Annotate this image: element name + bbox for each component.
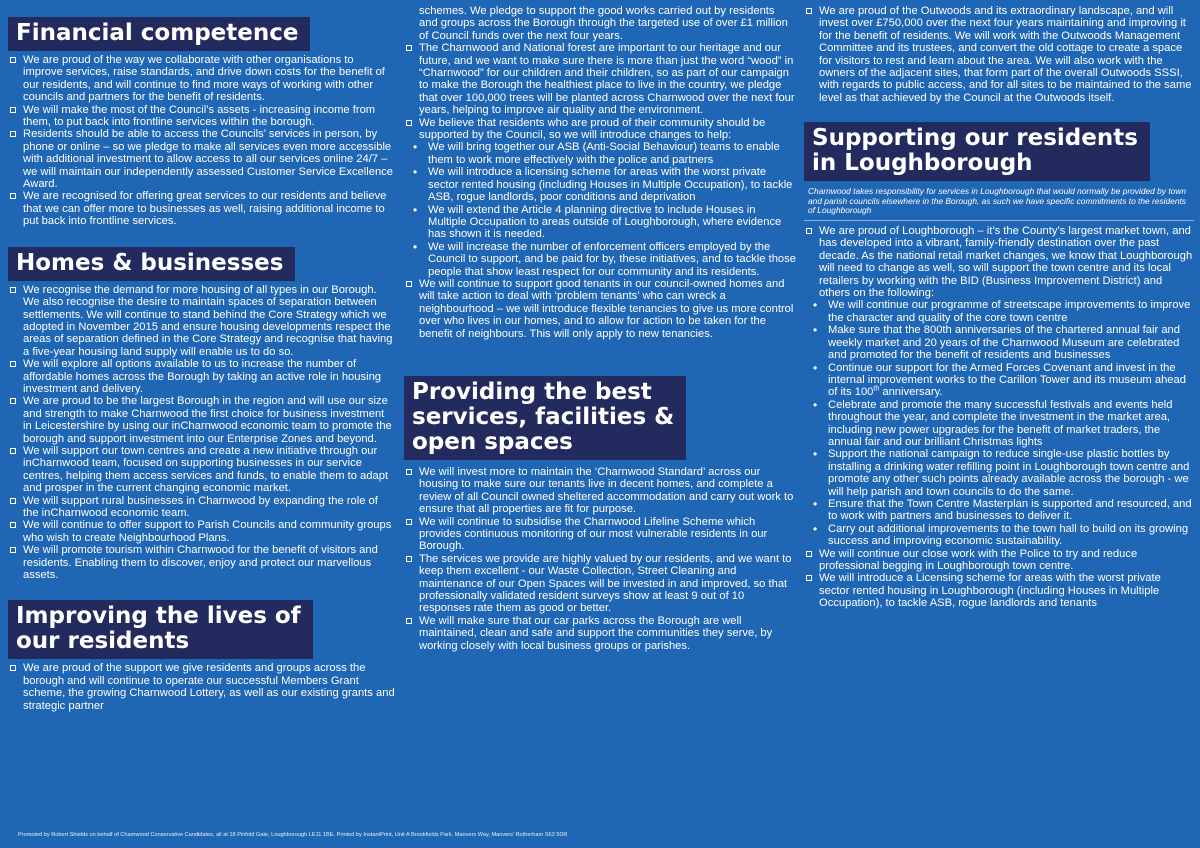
- sub-list-item: • Make sure that the 800th anniversaries of the chartered annual fair and weekly market and 20 years of the Charnwood Museum are celebrated and promoted for the benefit of residents and businesses: [804, 324, 1194, 361]
- list-item: We will make the most of the Council’s assets - increasing income from them, to put back into frontline services within the borough.: [8, 104, 396, 129]
- list-item: We will support rural businesses in Charnwood by expanding the role of the inCharnwood economic team.: [8, 495, 396, 520]
- sub-list-item: • We will continue our programme of streetscape improvements to improve the character and quality of the core town centre: [804, 299, 1194, 324]
- sub-list-item: [804, 362, 1194, 399]
- homes-list: [8, 284, 396, 582]
- list-item: We will introduce a Licensing scheme for areas with the worst private sector rented housing in Loughborough (including Houses in Multiple Occupation), to tackle ASB, rogue landlords and tenants: [804, 572, 1194, 609]
- providing-list: [404, 466, 796, 652]
- heading-line: open spaces: [412, 428, 573, 455]
- section-financial: [8, 17, 396, 228]
- list-item: Residents should be able to access the Councils’ services in person, by phone or online – so we pledge to make all services even more accessible with additional investment to allow access to all our services online 24/7 – we will maintain our independently assessed Customer Service Excellence Award.: [8, 128, 396, 190]
- middle-list: [404, 42, 796, 141]
- financial-list: [8, 54, 396, 228]
- list-item: We believe that residents who are proud of their community should be supported by the Council, so we will introduce changes to help:: [404, 117, 796, 142]
- outwoods-list: [804, 5, 1194, 104]
- heading-line: Supporting our residents: [812, 125, 1138, 152]
- section-providing: [404, 376, 796, 652]
- list-item: We recognise the demand for more housing of all types in our Borough. We also recognise the desire to maintain spaces of separation between settlements. We will continue to stand behind the Core Strategy which we adopted in November 2015 and ensure housing developments respect the areas of separation defined in the Core Strategy and recognise that having a five-year housing land supply will enable us to do so.: [8, 284, 396, 358]
- heading-line: services, facilities &: [412, 403, 675, 430]
- sub-list-item: • Celebrate and promote the many successful festivals and events held throughout the year, and complete the investment in the market area, including new power upgrades for the benefit of market traders, the annual fair and our brilliant Christmas lights: [804, 399, 1194, 449]
- list-item: We will continue our close work with the Police to try and reduce professional begging in Loughborough town centre.: [804, 548, 1194, 573]
- list-item: We will continue to offer support to Parish Councils and community groups who wish to create Neighbourhood Plans.: [8, 519, 396, 544]
- continued-text: schemes. We pledge to support the good works carried out by residents and groups across the Borough through the targeted use of over £1 million of Council funds over the next four years.: [419, 5, 788, 42]
- heading-financial: Financial competence: [8, 17, 310, 51]
- middle-list-after: [404, 278, 796, 340]
- list-item: We will continue to subsidise the Charnwood Lifeline Scheme which provides continuous monitoring of our most vulnerable residents in our Borough.: [404, 516, 796, 553]
- list-item: We will invest more to maintain the ‘Charnwood Standard’ across our housing to make sure our tenants live in decent homes, and complete a review of all Council owned sheltered accommodation and carry out work to ensure that all properties are fit for purpose.: [404, 466, 796, 516]
- list-item: We will promote tourism within Charnwood for the benefit of visitors and residents. Enabling them to discover, enjoy and protect our marvellous assets.: [8, 544, 396, 581]
- list-item: We will support our town centres and create a new initiative through our inCharnwood team, focused on supporting businesses in our service centres, helping them access services and funds, to enable them to adapt and prosper in the current changing economic market.: [8, 445, 396, 495]
- heading-homes: Homes & businesses: [8, 247, 295, 281]
- heading-improving: [8, 600, 313, 659]
- sub-list-item: • We will introduce a licensing scheme for areas with the worst private sector rented housing (including Houses in Multiple Occupation), to tackle ASB, rogue landlords, poor conditions and deprivation: [404, 166, 796, 203]
- heading-providing: [404, 376, 686, 460]
- heading-line: in Loughborough: [812, 150, 1033, 177]
- sub-list-item: • Support the national campaign to reduce single-use plastic bottles by installing a drinking water refilling point in Loughborough town centre and promote any other such points already available across the borough - we will help parish and town councils to do the same.: [804, 448, 1194, 498]
- middle-sublist: [404, 141, 796, 277]
- list-item: The Charnwood and National forest are important to our heritage and our future, and we want to make sure there is more than just the word “wood” in “Charnwood” for our children and their children, so as part of our campaign to make the Borough the healthiest place to live in the country, we pledge that over 100,000 trees will be planted across Charnwood over the next four years, helping to improve air quality and the environment.: [404, 42, 796, 116]
- section-continued: [404, 5, 796, 340]
- list-item: We will make sure that our car parks across the Borough are well maintained, clean and safe and support the communities they serve, by working closely with local business groups or parishes.: [404, 615, 796, 652]
- sub-list-item: • We will bring together our ASB (Anti-Social Behaviour) teams to enable them to work more effectively with the police and partners: [404, 141, 796, 166]
- supporting-sublist: [804, 299, 1194, 547]
- heading-line: Improving the lives of: [16, 603, 301, 630]
- sub-list-text: anniversary.: [879, 386, 943, 399]
- improving-list: [8, 662, 396, 712]
- sub-list-item: • We will increase the number of enforcement officers employed by the Council to support, and be paid for by, these initiatives, and to tackle those people that show least respect for our community and its residents.: [404, 241, 796, 278]
- heading-supporting: [804, 122, 1150, 181]
- list-item: We are proud of the way we collaborate with other organisations to improve services, raise standards, and drive down costs for the benefit of our residents, and will continue to find more ways of working with other councils and partners for the benefit of residents.: [8, 54, 396, 104]
- list-item: We are proud of the Outwoods and its extraordinary landscape, and will invest over £750,000 over the next four years maintaining and improving it for the benefit of residents. We will work with the Outwoods Management Committee and its trustees, and convert the old cottage to create a space for visitors to rest and learn about the area. We will also work with the owners of the adjacent sites, that form part of the overall Outwoods SSSI, with regards to public access, and for all sites to be maintained to the same level as that achieved by the Council at the Outwoods itself.: [804, 5, 1194, 104]
- column-right: [804, 0, 1194, 610]
- superscript: th: [873, 385, 880, 393]
- list-item: We are recognised for offering great services to our residents and believe that we can offer more to businesses as well, raising additional income to put back into frontline services.: [8, 190, 396, 227]
- section-outwoods: [804, 5, 1194, 104]
- list-item: The services we provide are highly valued by our residents, and we want to keep them excellent - our Waste Collection, Street Cleaning and maintenance of our Open Spaces will be invested in and improved, so that professionally validated resident surveys show at least 9 out of 10 responses rate them as good or better.: [404, 553, 796, 615]
- list-item: We are proud of the support we give residents and groups across the borough and will continue to operate our successful Members Grant scheme, the growing Charnwood Lottery, as well as our existing grants and strategic partner: [8, 662, 396, 712]
- list-item: We are proud of Loughborough – it’s the County’s largest market town, and has developed into a vibrant, family-friendly destination over the past decade. As the national retail market changes, we know that Loughborough will need to change as well, so will support the town centre and its local retailers by working with the BID (Business Improvement District) and others on the following:: [804, 225, 1194, 299]
- supporting-intro: Charnwood takes responsibility for services in Loughborough that would normally be provided by town and parish councils elsewhere in the Borough, as such we have specific commitments to the residents of Loughborough: [808, 186, 1187, 216]
- imprint-footer: Promoted by Robert Shields on behalf of Charnwood Conservative Candidates, all at 18 Pinfold Gate, Loughborough LE11 1BE. Printed by InstantPrint, Unit A Brookfields Park, Manvers Way, Manvers' Rotherham S63 5DR: [18, 832, 568, 838]
- section-homes: [8, 247, 396, 582]
- heading-line: our residents: [16, 628, 190, 655]
- heading-line: Providing the best: [412, 378, 652, 405]
- list-item: We will explore all options available to us to increase the number of affordable homes across the Borough by taking an active role in housing investment and delivery.: [8, 358, 396, 395]
- section-improving: [8, 600, 396, 712]
- divider: [804, 220, 1194, 221]
- sub-list-item: • Ensure that the Town Centre Masterplan is supported and resourced, and to work with partners and businesses to deliver it.: [804, 498, 1194, 523]
- list-item: We are proud to be the largest Borough in the region and will use our size and strength to make Charnwood the first choice for business investment in Leicestershire by using our inCharnwood economic team to promote the borough and support investment into our Enterprise Zones and beyond.: [8, 395, 396, 445]
- column-middle: [404, 0, 796, 652]
- supporting-list: [804, 225, 1194, 299]
- supporting-list-after: [804, 548, 1194, 610]
- sub-list-text: Continue our support for the Armed Forces Covenant and invest in the internal improvement works to the Carillon Tower and its museum ahead of its 100: [828, 361, 1186, 399]
- sub-list-item: • We will extend the Article 4 planning directive to include Houses in Multiple Occupation to areas outside of Loughborough, where evidence has shown it is needed.: [404, 204, 796, 241]
- sub-list-item: • Carry out additional improvements to the town hall to build on its growing success and improving economic sustainability.: [804, 523, 1194, 548]
- list-item: We will continue to support good tenants in our council-owned homes and will take action to deal with ‘problem tenants’ who can wreck a neighbourhood – we will introduce flexible tenancies to give us more control over who lives in our homes, and to allow for action to be taken for the benefit of neighbours. This will only apply to new tenancies.: [404, 278, 796, 340]
- column-left: [8, 0, 396, 712]
- section-supporting: [804, 122, 1194, 609]
